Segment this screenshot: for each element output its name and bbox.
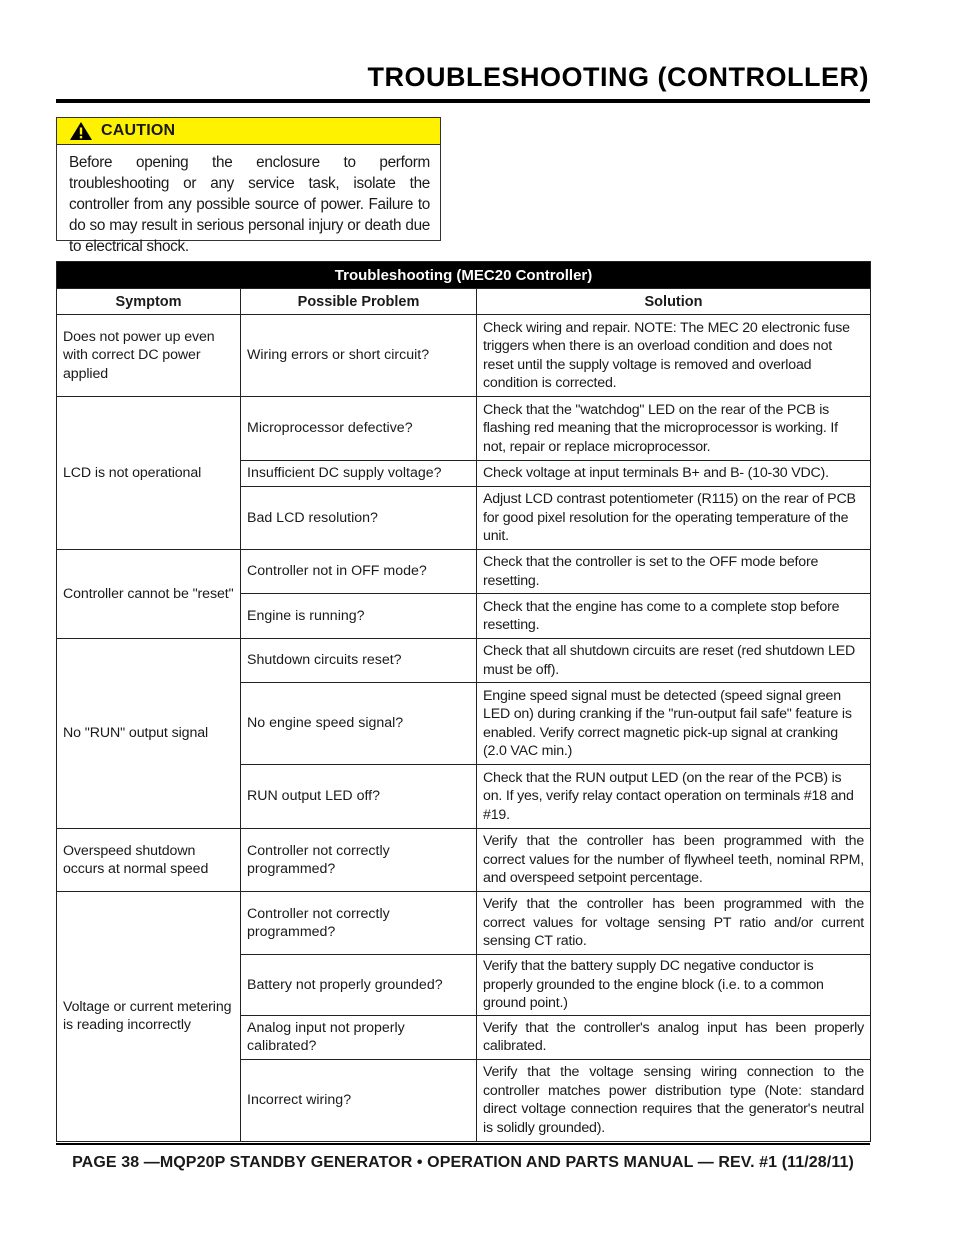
problem-cell: Shutdown circuits reset? bbox=[241, 639, 477, 683]
symptom-cell: Overspeed shutdown occurs at normal speed bbox=[57, 829, 241, 892]
problem-cell: RUN output LED off? bbox=[241, 765, 477, 829]
problem-cell: Insufficient DC supply voltage? bbox=[241, 461, 477, 487]
solution-cell: Check that the "watchdog" LED on the rear of the PCB is flashing red meaning that the microprocessor is working. If not, repair or replace microprocessor. bbox=[477, 397, 871, 461]
problem-cell: Battery not properly grounded? bbox=[241, 955, 477, 1016]
title-rule bbox=[56, 99, 870, 103]
table-row bbox=[57, 397, 871, 461]
warning-triangle-icon bbox=[69, 121, 93, 141]
solution-cell: Verify that the battery supply DC negative conductor is properly grounded to the engine block (i.e. to a common ground point.) bbox=[477, 955, 871, 1016]
problem-cell: Controller not correctly programmed? bbox=[241, 829, 477, 892]
solution-cell: Check that the controller is set to the OFF mode before resetting. bbox=[477, 550, 871, 594]
header-possible-problem: Possible Problem bbox=[241, 289, 477, 315]
page-title: TROUBLESHOOTING (CONTROLLER) bbox=[367, 62, 869, 92]
solution-cell: Engine speed signal must be detected (speed signal green LED on) during cranking if the "run-output fail safe" feature is enabled. Verify correct magnetic pick-up signal at cranking (2.0 VAC min.) bbox=[477, 683, 871, 765]
symptom-cell: No "RUN" output signal bbox=[57, 639, 241, 829]
caution-label: CAUTION bbox=[101, 122, 176, 139]
table-row bbox=[57, 639, 871, 683]
table-row bbox=[57, 315, 871, 397]
header-solution: Solution bbox=[477, 289, 871, 315]
troubleshooting-table bbox=[56, 261, 871, 1142]
problem-cell: No engine speed signal? bbox=[241, 683, 477, 765]
table-row bbox=[57, 892, 871, 955]
caution-box bbox=[56, 117, 441, 255]
problem-cell: Microprocessor defective? bbox=[241, 397, 477, 461]
problem-cell: Bad LCD resolution? bbox=[241, 487, 477, 550]
solution-cell: Verify that the controller's analog input has been properly calibrated. bbox=[477, 1015, 871, 1059]
solution-cell: Adjust LCD contrast potentiometer (R115) on the rear of PCB for good pixel resolution for the operating temperature of the unit. bbox=[477, 487, 871, 550]
symptom-cell: Does not power up even with correct DC power applied bbox=[57, 315, 241, 397]
solution-cell: Verify that the voltage sensing wiring connection to the controller matches power distribution type (Note: standard direct voltage connection requires that the generator's neutral is solidly grounded). bbox=[477, 1059, 871, 1141]
problem-cell: Engine is running? bbox=[241, 594, 477, 639]
table-header-row bbox=[57, 289, 871, 315]
solution-cell: Check that the RUN output LED (on the rear of the PCB) is on. If yes, verify relay contact operation on terminals #18 and #19. bbox=[477, 765, 871, 829]
solution-cell: Verify that the controller has been programmed with the correct values for the number of flywheel teeth, nominal RPM, and overspeed setpoint percentage. bbox=[477, 829, 871, 892]
problem-cell: Analog input not properly calibrated? bbox=[241, 1015, 477, 1059]
problem-cell: Incorrect wiring? bbox=[241, 1059, 477, 1141]
problem-cell: Wiring errors or short circuit? bbox=[241, 315, 477, 397]
table-row bbox=[57, 550, 871, 594]
table-row bbox=[57, 829, 871, 892]
symptom-cell: Voltage or current metering is reading incorrectly bbox=[57, 892, 241, 1142]
problem-cell: Controller not in OFF mode? bbox=[241, 550, 477, 594]
solution-cell: Verify that the controller has been programmed with the correct values for voltage sensing PT ratio and/or current sensing CT ratio. bbox=[477, 892, 871, 955]
solution-cell: Check wiring and repair. NOTE: The MEC 20 electronic fuse triggers when there is an overload condition and does not reset until the supply voltage is removed and overload condition is corrected. bbox=[477, 315, 871, 397]
table-title: Troubleshooting (MEC20 Controller) bbox=[57, 262, 871, 289]
solution-cell: Check voltage at input terminals B+ and B- (10-30 VDC). bbox=[477, 461, 871, 487]
symptom-cell: LCD is not operational bbox=[57, 397, 241, 550]
caution-text: Before opening the enclosure to perform troubleshooting or any service task, isolate the controller from any possible source of power. Failure to do so may result in serious personal injury or death due to electrical shock. bbox=[69, 154, 430, 255]
footer-rule bbox=[56, 1143, 870, 1145]
header-symptom: Symptom bbox=[57, 289, 241, 315]
problem-cell: Controller not correctly programmed? bbox=[241, 892, 477, 955]
solution-cell: Check that all shutdown circuits are reset (red shutdown LED must be off). bbox=[477, 639, 871, 683]
solution-cell: Check that the engine has come to a complete stop before resetting. bbox=[477, 594, 871, 639]
page-footer: PAGE 38 —MQP20P STANDBY GENERATOR • OPERATION AND PARTS MANUAL — REV. #1 (11/28/11) bbox=[72, 1154, 854, 1171]
symptom-cell: Controller cannot be "reset" bbox=[57, 550, 241, 639]
caution-header bbox=[57, 118, 440, 145]
